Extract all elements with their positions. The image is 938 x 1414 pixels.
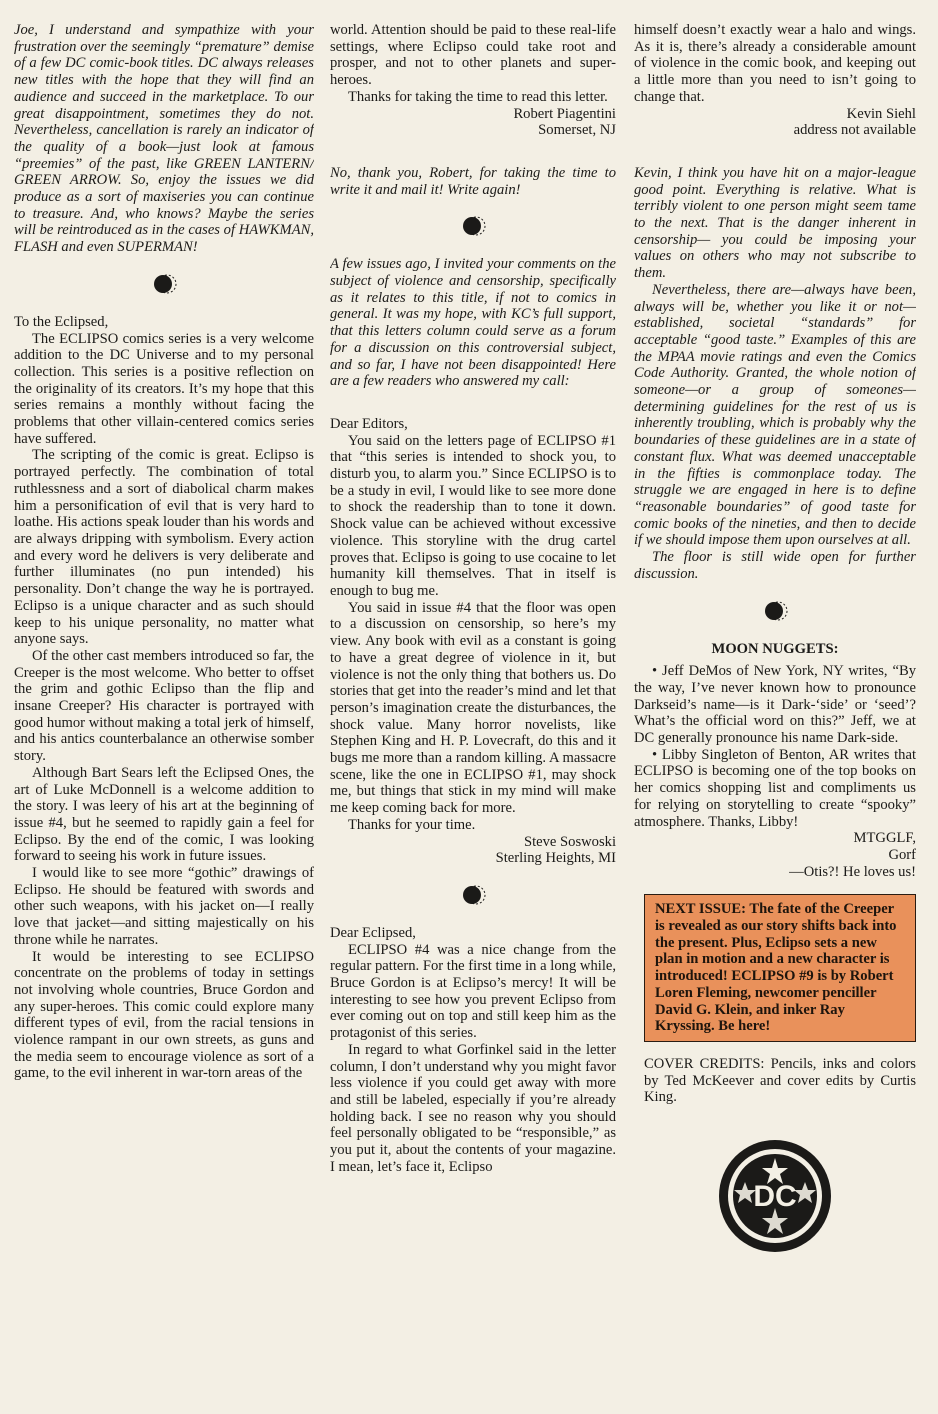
- column-3: [634, 22, 916, 1414]
- signature-place: Sterling Heights, MI: [495, 850, 616, 867]
- dc-bullet-logo: [715, 1136, 835, 1256]
- letter-paragraph: ECLIPSO #4 was a nice change from the regular pattern. For the first time in a long while, Bruce Gordon is at Eclipso’s mercy! It will be interesting to see how you prevent Eclipso from ever coming out on top and still keep him as the protagonist of this series.: [330, 941, 616, 1042]
- editor-reply: Joe, I understand and sympathize with your frustration over the seemingly “premature” demise of a few DC comic-book titles. DC always releases new titles with the hope that they will find an audience and succeed in the marketplace. To our great disappointment, sometimes they do not. Nevertheless, cancellation is rarely an indicator of the quality of a book—just look at famous “preemies” of the past, like GREEN LANTERN/ GREEN ARROW. So, enjoy the issues we did produce as a sort of maxiseries you can continue to treasure. And, who knows? Maybe the series will be reintroduced as in the cases of HAWKMAN, FLASH and even SUPERMAN!: [14, 22, 314, 256]
- eclipse-moon-icon: [761, 597, 789, 625]
- letter-paragraph: In regard to what Gorfinkel said in the letter column, I don’t understand why you might favor less violence if you could get away with more and still be labeled, especially if you’re already holding back. I see no reason why you should feel personally obligated to be “responsible,” as you put it, about the contents of your magazine. I mean, let’s face it, Eclipso: [330, 1041, 616, 1175]
- next-issue-box: NEXT ISSUE: The fate of the Creeper is revealed as our story shifts back into the present. Plus, Eclipso sets a new plan in motion and a new character is introduced! ECLIPSO #9 is by Robert Loren Fleming, newcomer penciller David G. Klein, and inker Ray Kryssing. Be here!: [644, 894, 916, 1042]
- column-2: [330, 22, 616, 1414]
- letter-greeting: Dear Eclipsed,: [330, 924, 416, 941]
- signoff-line: MTGGLF,: [853, 830, 916, 847]
- signature-name: Steve Soswoski: [523, 833, 616, 850]
- moon-nuggets-heading: MOON NUGGETS:: [711, 640, 839, 657]
- letter-greeting: Dear Editors,: [330, 415, 408, 432]
- eclipse-moon-icon: [459, 881, 487, 909]
- cover-credits: COVER CREDITS: Pencils, inks and colors by Ted McKeever and cover edits by Curtis King.: [644, 1055, 916, 1106]
- dc-logo-text: DC: [753, 1180, 797, 1214]
- signoff-line: Gorf: [888, 846, 916, 863]
- signature-name: Kevin Siehl: [846, 105, 916, 122]
- letter-paragraph: You said on the letters page of ECLIPSO #1 that “this series is intended to shock you, to disturb you, to alarm you.” Since ECLIPSO is to be a study in evil, I would like to see more done to shock the readership than to tone it down. Shock value can be achieved without excessive violence. This storyline with the drug cartel proves that. Eclipso is going to use cocaine to let humanity kill themselves. That in itself is enough to bug me.: [330, 432, 616, 599]
- letter-paragraph: world. Attention should be paid to these real-life settings, where Eclipso could take root and prosper, and not to other planets and super-heroes.: [330, 22, 616, 89]
- letter-paragraph: Of the other cast members introduced so far, the Creeper is the most welcome. Who better to offset the grim and gothic Eclipso than the flip and insane Creeper? His character is portrayed with good humor without making a total jerk of himself, and his antics counterbalance an otherwise somber story.: [14, 647, 314, 765]
- letter-paragraph: I would like to see more “gothic” drawings of Eclipso. He should be featured with swords and other such weapons, with his jacket on—I really love that jacket—and sitting majestically on his throne while he narrates.: [14, 865, 314, 948]
- nugget-item: • Jeff DeMos of New York, NY writes, “By the way, I’ve never known how to pronounce Darkseid’s name—is it Dark-‘side’ or ‘seed’? What’s the official word on this?” Jeff, we at DC generally pronounce his name Dark-side.: [634, 663, 916, 747]
- letter-paragraph: Thanks for taking the time to read this letter.: [348, 88, 608, 105]
- letter-paragraph: The scripting of the comic is great. Eclipso is portrayed perfectly. The combination of total ruthlessness and a sort of diabolical charm makes him a personification of evil that is very hard to loathe. His actions speak louder than his words and are always dripping with symbolism. Every action and every word he delivers is very deliberate and further illuminates (no pun intended) his personality. Don’t change the way he is portrayed. Eclipso is a unique character and as such should keep to his unique personality, no matter what anyone says.: [14, 447, 314, 648]
- signature-name: Robert Piagentini: [513, 105, 616, 122]
- editor-reply: The floor is still wide open for further discussion.: [634, 549, 916, 582]
- letter-paragraph: You said in issue #4 that the floor was open to a discussion on censorship, so here’s my view. Any book with evil as a constant is going to have a great degree of violence in it, but violence is not the only thing that bothers us. Do stories that get into the reader’s mind and let that person’s imagination create the disturbances, the shock value. Many horror novelists, like Stephen King and H. P. Lovecraft, do this and it bugs me more than a random killing. A massacre scene, like the one in ECLIPSO #1, may shock me, but things that stick in my mind will make me keep coming back for more.: [330, 599, 616, 817]
- letter-paragraph: The ECLIPSO comics series is a very welcome addition to the DC Universe and to my personal collection. This series is a positive reflection on the originality of its creators. It’s my hope that this series remains a monthly without facing the problems that other villain-centered comics series have suffered.: [14, 330, 314, 447]
- editor-reply: No, thank you, Robert, for taking the time to write it and mail it! Write again!: [330, 164, 616, 198]
- editor-reply: A few issues ago, I invited your comments on the subject of violence and censorship, specifically as it relates to this title, if not to comics in general. It was my hope, with KC’s full support, that this letters column could serve as a forum for a discussion on this controversial subject, and so far, I have not been disappointed! Here are a few readers who answered my call:: [330, 256, 616, 390]
- editor-reply: Kevin, I think you have hit on a major-league good point. Everything is relative. What is terribly violent to one person might seem tame to the next. That is the danger inherent in censorship— you could be imposing your values on others who may not subscribe to them.: [634, 164, 916, 282]
- letter-greeting: To the Eclipsed,: [14, 313, 109, 330]
- editor-reply: Nevertheless, there are—always have been, always will be, whether you like it or not—established, societal “standards” for acceptable “good taste.” Examples of this are the MPAA movie ratings and even the Comics Code Authority. Granted, the whole notion of someone—or a group of someones—determining guidelines for the rest of us is inherently troubling, which is probably why the boundaries of these guidelines are in a state of constant flux. What was deemed unacceptable in the fifties is commonplace today. The struggle we are engaged in here is to define “reasonable boundaries” of good taste for comic books of the nineties, and then to decide if we should impose them upon ourselves at all.: [634, 281, 916, 549]
- letter-paragraph: Although Bart Sears left the Eclipsed Ones, the art of Luke McDonnell is a welcome addition to the story. I was leery of his art at the beginning of issue #4, but he seemed to rapidly gain a feel for Eclipso. By the end of the comic, I was looking forward to seeing his work in future issues.: [14, 764, 314, 865]
- eclipse-moon-icon: [150, 270, 178, 298]
- signoff-line: —Otis?! He loves us!: [789, 863, 916, 880]
- letter-paragraph: It would be interesting to see ECLIPSO concentrate on the problems of today in settings not involving whole countries, Bruce Gordon and any super-heroes. This comic could explore many different types of evil, from the racial tensions in violence rampant in our own streets, as guns and the media seem to encourage violence as sort of a game, to the evil inherent in war-torn areas of the: [14, 948, 314, 1082]
- letter-paragraph: himself doesn’t exactly wear a halo and wings. As it is, there’s already a considerable amount of violence in the comic book, and keeping out a little more than you need to isn’t going to change that.: [634, 22, 916, 105]
- signature-place: Somerset, NJ: [538, 122, 616, 139]
- column-1: [14, 22, 314, 1414]
- nugget-item: • Libby Singleton of Benton, AR writes that ECLIPSO is becoming one of the top books on her comics shopping list and compliments us for relying on storytelling to create “spooky” atmosphere. Thanks, Libby!: [634, 746, 916, 830]
- eclipse-moon-icon: [459, 212, 487, 240]
- letter-paragraph: Thanks for your time.: [348, 816, 476, 833]
- signature-place: address not available: [793, 122, 916, 139]
